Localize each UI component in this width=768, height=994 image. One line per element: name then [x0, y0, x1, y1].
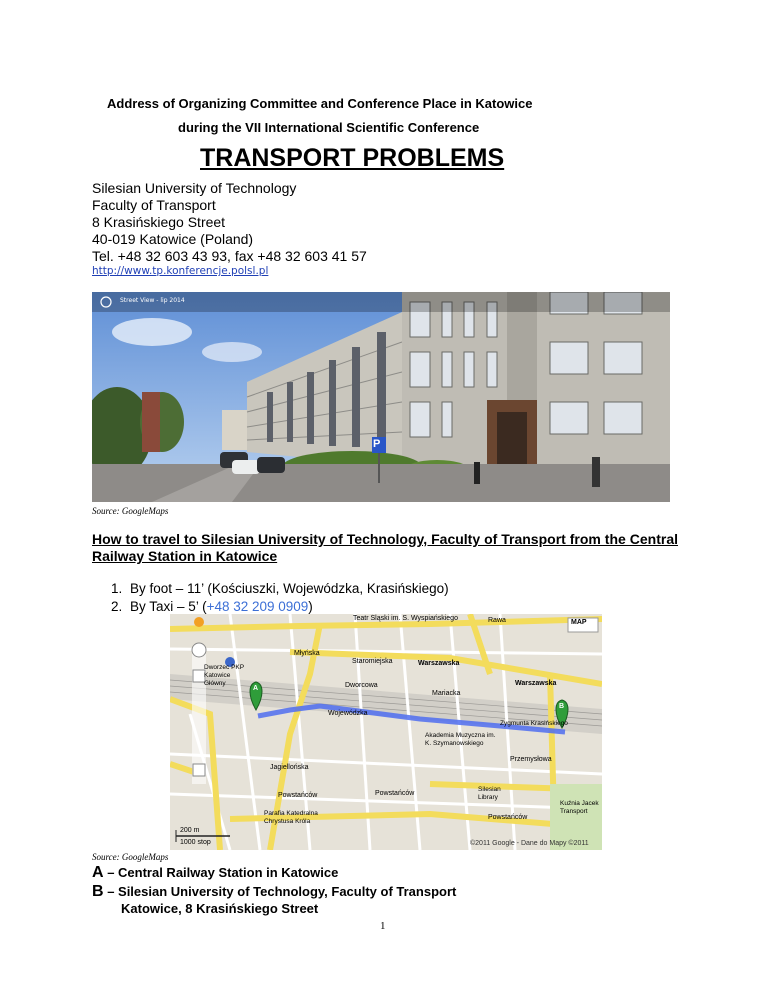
list-text: By foot – 11’ (Kościuszki, Wojewódzka, Krasińskiego): [130, 581, 449, 596]
map-scale-imperial: 1000 stop: [180, 839, 211, 846]
street-view-photo: [92, 292, 670, 502]
page-title: TRANSPORT PROBLEMS: [200, 144, 505, 172]
address-line: Silesian University of Technology: [92, 180, 297, 196]
map-source: Source: GoogleMaps: [92, 852, 169, 862]
address-block: [92, 180, 512, 265]
page-number: 1: [380, 920, 386, 932]
map-label: Wojewódzka: [328, 710, 368, 717]
address-line: Tel. +48 32 603 43 93, fax +48 32 603 41 57: [92, 248, 367, 264]
map-label: Dworcowa: [345, 682, 378, 689]
map-label: Przemysłowa: [510, 756, 552, 763]
map-label: Mariacka: [432, 690, 461, 697]
legend-a-letter: A: [92, 864, 104, 881]
streetview-label: Street View - lip 2014: [120, 297, 185, 304]
map-label: Akademia Muzyczna im. K. Szymanowskiego: [425, 732, 496, 747]
list-text: By Taxi – 5’ (: [130, 599, 207, 614]
map-canvas: [170, 614, 602, 850]
map-label: Powstańców: [278, 792, 318, 799]
taxi-phone[interactable]: +48 32 209 0909: [206, 599, 309, 614]
list-item: [111, 598, 313, 615]
legend-a: [92, 864, 338, 882]
legend-b: [92, 883, 456, 901]
map-label: Dworzec PKP Katowice Główny: [204, 664, 244, 687]
list-text-end: ): [308, 599, 313, 614]
map-label: Zygmunta Krasińskiego: [500, 720, 568, 727]
map-label: Młyńska: [294, 650, 320, 657]
map-label: Powstańców: [375, 790, 415, 797]
legend-b-address: Katowice, 8 Krasińskiego Street: [121, 901, 319, 916]
marker-b[interactable]: B: [559, 703, 565, 710]
map-copyright: ©2011 Google - Dane do Mapy ©2011: [470, 840, 589, 847]
map-label: Silesian Library: [478, 786, 501, 801]
website-link[interactable]: http://www.tp.konferencje.polsl.pl: [92, 265, 269, 277]
address-line: Faculty of Transport: [92, 197, 216, 213]
legend-a-text: – Central Railway Station in Katowice: [107, 865, 339, 880]
map-label: Jagiellońska: [270, 764, 309, 771]
route-map[interactable]: [170, 614, 602, 850]
map-label: Kuźnia Jacek Transport: [560, 800, 599, 815]
header-line-2: during the VII International Scientific Conference: [178, 120, 480, 135]
map-label: Teatr Śląski im. S. Wyspiańskiego: [353, 615, 458, 622]
marker-a[interactable]: A: [253, 685, 259, 692]
map-label: Powstańców: [488, 814, 528, 821]
map-scale-metric: 200 m: [180, 827, 200, 834]
address-line: 40-019 Katowice (Poland): [92, 231, 254, 247]
map-label: Rawa: [488, 617, 506, 624]
map-label: Warszawska: [418, 660, 460, 667]
map-label: Parafia Katedralna Chrystusa Króla: [264, 810, 318, 825]
travel-heading: How to travel to Silesian University of Technology, Faculty of Transport from the Central Railway Station in Katowice: [92, 531, 678, 564]
list-number: 2.: [111, 599, 123, 614]
header-line-1: Address of Organizing Committee and Conference Place in Katowice: [107, 96, 533, 111]
legend-b-letter: B: [92, 883, 104, 900]
list-number: 1.: [111, 581, 123, 596]
building-illustration: [92, 292, 670, 502]
parking-sign: P: [373, 438, 381, 450]
map-label: Staromiejska: [352, 658, 393, 665]
address-line: 8 Krasińskiego Street: [92, 214, 226, 230]
map-type-button[interactable]: MAP: [571, 619, 587, 626]
list-item: [111, 580, 449, 597]
map-label: Warszawska: [515, 680, 557, 687]
photo-source: Source: GoogleMaps: [92, 506, 169, 516]
legend-b-text: – Silesian University of Technology, Faculty of Transport: [107, 884, 457, 899]
